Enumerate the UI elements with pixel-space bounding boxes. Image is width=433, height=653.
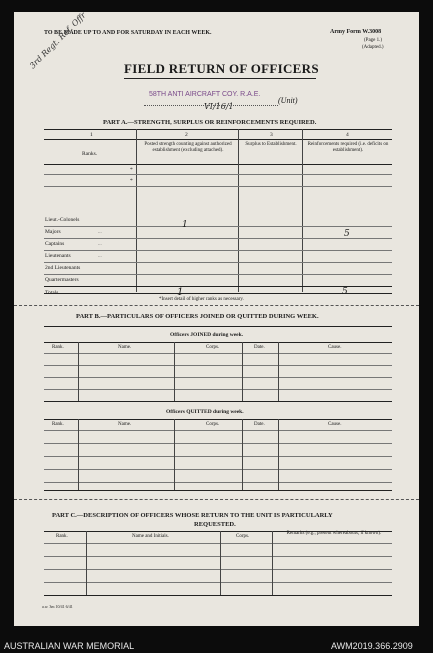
part-c-vline [220, 531, 221, 595]
quitted-vline [278, 419, 279, 490]
quitted-row-rule [44, 482, 392, 483]
quitted-col-name: Name. [118, 422, 132, 427]
part-a-number-rule [44, 139, 392, 140]
part-a-footnote: *Insert detail of higher ranks as necessary. [159, 297, 244, 302]
part-c-row-rule [44, 569, 392, 570]
joined-row-rule [44, 377, 392, 378]
joined-col-date: Date. [254, 345, 265, 350]
part-a-top-rule [44, 129, 392, 130]
part-c-row-rule [44, 582, 392, 583]
part-c-vline [272, 531, 273, 595]
joined-table-bottom [44, 401, 392, 402]
quitted-row-rule [44, 456, 392, 457]
joined-row-rule [44, 353, 392, 354]
title-underline [124, 78, 316, 79]
rank-lieut-colonels: Lieut.-Colonels [45, 217, 80, 223]
joined-col-name: Name. [118, 345, 132, 350]
part-a-row-rule [44, 226, 392, 227]
joined-heading: Officers JOINED during week. [170, 332, 244, 338]
header-surplus: Surplus to Establishment. [245, 142, 297, 147]
handwritten-date: VI/16/1 [204, 102, 234, 111]
joined-vline [278, 342, 279, 401]
rank-lieutenants: Lieutenants [45, 253, 71, 259]
footer-institution: AUSTRALIAN WAR MEMORIAL [4, 641, 135, 651]
form-id: Army Form W.3008 [330, 29, 382, 35]
part-c-heading-line2: REQUESTED. [194, 521, 236, 528]
part-c-col-name: Name and Initials. [132, 534, 169, 539]
quitted-row-rule [44, 469, 392, 470]
col-number-1: 1 [90, 132, 93, 138]
form-title: FIELD RETURN OF OFFICERS [124, 61, 319, 76]
footer-accession-number: AWM2019.366.2909 [331, 641, 413, 651]
form-sheet [14, 12, 419, 626]
joined-vline [78, 342, 79, 401]
quitted-vline [242, 419, 243, 490]
part-a-vline-3 [302, 129, 303, 292]
part-b-heading: PART B.—PARTICULARS OF OFFICERS JOINED OR QUITTED DURING WEEK. [76, 313, 319, 320]
totals-label: Totals [45, 290, 59, 296]
adapted-note: (Adapted.) [362, 45, 384, 50]
top-note: TO BE MADE UP TO AND FOR SATURDAY IN EACH WEEK. [44, 30, 212, 36]
part-c-vline [86, 531, 87, 595]
section-divider [14, 499, 419, 500]
part-c-col-rank: Rank. [56, 534, 68, 539]
leader-dots: ... [98, 254, 102, 259]
part-a-row-rule [44, 186, 392, 187]
col-number-2: 2 [185, 132, 188, 138]
totals-posted-value: 1 [177, 287, 184, 298]
section-divider [14, 305, 419, 306]
printer-note: a.w. 3m 10/41 6/41 [42, 604, 73, 609]
quitted-table-bottom [44, 490, 392, 491]
part-a-row-rule [44, 174, 392, 175]
part-c-row-rule [44, 556, 392, 557]
unit-label: (Unit) [278, 96, 298, 105]
joined-vline [174, 342, 175, 401]
part-c-col-remarks: Remarks (e.g., present whereabouts, if known). [286, 531, 382, 536]
joined-row-rule [44, 389, 392, 390]
part-a-bottom-rule [44, 293, 392, 294]
unit-stamp: 58TH ANTI AIRCRAFT COY. R.A.E. [149, 91, 261, 98]
part-a-heading: PART A.—STRENGTH, SURPLUS OR REINFORCEMENTS REQUIRED. [103, 119, 317, 126]
col-number-3: 3 [270, 132, 273, 138]
rank-2nd-lieutenants: 2nd Lieutenants [45, 265, 81, 271]
joined-col-cause: Cause. [328, 345, 342, 350]
joined-col-corps: Corps. [206, 345, 220, 350]
part-a-vline-1 [136, 129, 137, 292]
lieutenants-reinforcements-value: 5 [344, 229, 350, 239]
part-a-vline-2 [238, 129, 239, 292]
part-a-row-rule [44, 250, 392, 251]
part-a-header-rule [44, 164, 392, 165]
part-a-row-rule [44, 238, 392, 239]
captains-posted-value: 1 [182, 220, 188, 230]
rank-majors: Majors [45, 229, 61, 235]
leader-dots: ... [98, 230, 102, 235]
part-c-col-corps: Corps. [236, 534, 250, 539]
rank-captains: Captains [45, 241, 65, 247]
rank-quartermasters: Quartermasters [45, 277, 79, 283]
joined-table-top [44, 342, 392, 343]
part-b-top-rule [44, 326, 392, 327]
part-a-totals-rule [44, 286, 392, 287]
part-c-row-rule [44, 543, 392, 544]
quitted-col-date: Date. [254, 422, 265, 427]
quitted-vline [174, 419, 175, 490]
unit-line [144, 105, 278, 106]
asterisk-2: * [130, 178, 133, 184]
handwritten-side-note: 3rd Regt. Ref. Offr [28, 10, 88, 71]
quitted-heading: Officers QUITTED during week. [166, 409, 244, 415]
joined-vline [242, 342, 243, 401]
header-ranks: Ranks. [82, 151, 98, 157]
leader-dots: ... [98, 242, 102, 247]
joined-col-rank: Rank. [52, 345, 64, 350]
quitted-row-rule [44, 430, 392, 431]
quitted-row-rule [44, 443, 392, 444]
quitted-vline [78, 419, 79, 490]
header-reinforcements: Reinforcements required (i.e. deficits on establishment). [307, 142, 389, 153]
col-number-4: 4 [346, 132, 349, 138]
quitted-col-rank: Rank. [52, 422, 64, 427]
header-posted-strength: Posted strength counting against authorized establishment (excluding attached). [144, 142, 232, 153]
joined-row-rule [44, 365, 392, 366]
part-a-row-rule [44, 274, 392, 275]
quitted-table-top [44, 419, 392, 420]
asterisk-1: * [130, 167, 133, 173]
part-c-heading-line1: PART C.—DESCRIPTION OF OFFICERS WHOSE RETURN TO THE UNIT IS PARTICULARLY [52, 512, 333, 519]
quitted-col-cause: Cause. [328, 422, 342, 427]
part-c-table-bottom [44, 595, 392, 596]
totals-reinforcements-value: 5 [342, 287, 348, 297]
page-note: (Page 1.) [364, 38, 383, 43]
part-a-row-rule [44, 262, 392, 263]
quitted-col-corps: Corps. [206, 422, 220, 427]
